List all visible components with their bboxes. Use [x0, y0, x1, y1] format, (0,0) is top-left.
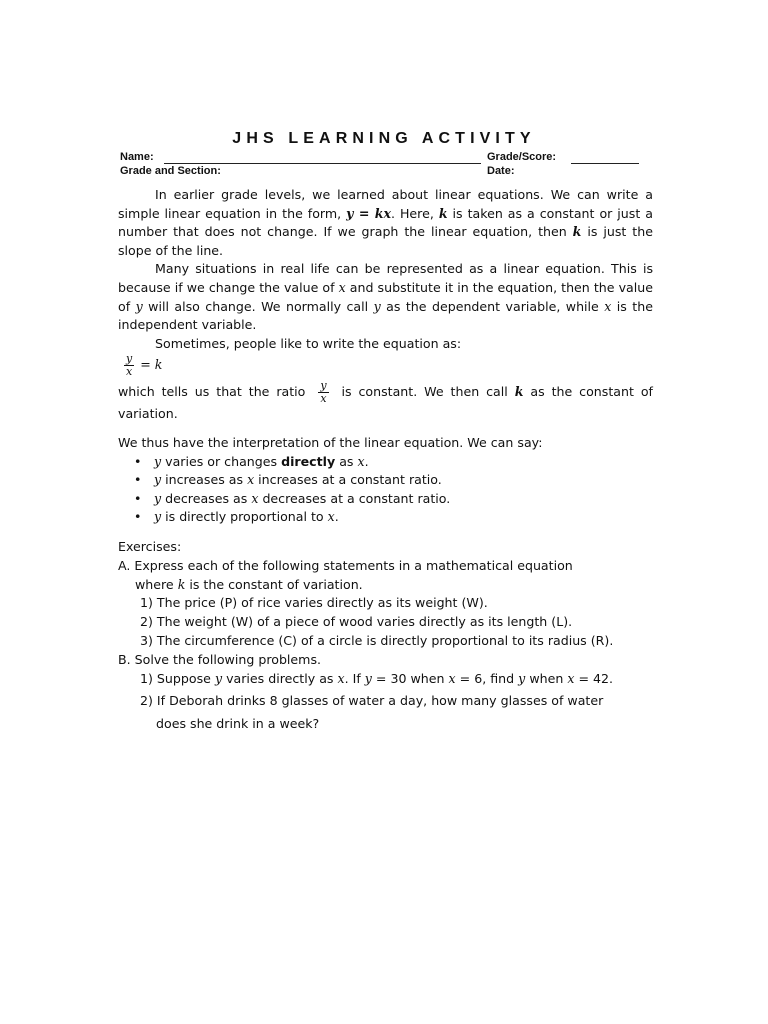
exercise-b-item-2-cont: does she drink in a week?	[156, 716, 320, 732]
grade-score-line[interactable]	[571, 163, 639, 164]
intro-paragraph-4: which tells us that the ratio $\frac{y}{x}$ is constant. We then call k as the constant of variation.	[118, 379, 653, 422]
intro-paragraph-3: Sometimes, people like to write the equation as:	[155, 335, 462, 351]
ratio-fraction: $\frac{y}{x}$	[126, 352, 133, 379]
list-item: • y is directly proportional to x.	[154, 508, 653, 527]
ratio-fraction-inline: $\frac{y}{x}$	[320, 379, 327, 406]
grade-section-label: Grade and Section:	[120, 165, 221, 177]
grade-score-label: Grade/Score:	[487, 151, 557, 163]
intro-paragraph-1: In earlier grade levels, we learned about linear equations. We can write a simple linear equation in the form, y = kx. Here, k is taken as a constant or just a number that does not change. If we graph the linear equation, then k is just the slope of the line.	[118, 187, 653, 258]
list-item: • y varies or changes directly as x.	[154, 453, 653, 472]
exercises-heading: Exercises:	[118, 539, 182, 554]
intro-paragraph-5: We thus have the interpretation of the linear equation. We can say:	[118, 434, 543, 450]
exercise-b-heading: B. Solve the following problems.	[118, 651, 322, 667]
list-item: • y increases as x increases at a constant ratio.	[154, 471, 653, 490]
exercise-a-heading: A. Express each of the following statements in a mathematical equation	[118, 557, 573, 573]
ratio-equation: $\frac{y}{x}$ = k	[126, 352, 163, 379]
list-item: • y decreases as x decreases at a constant ratio.	[154, 490, 653, 509]
page-title: JHS LEARNING ACTIVITY	[232, 130, 536, 147]
date-label: Date:	[487, 165, 515, 177]
lesson-body	[118, 186, 653, 527]
exercise-a-heading-cont: where k is the constant of variation.	[135, 576, 363, 592]
interpretation-list	[118, 453, 653, 527]
intro-paragraph-2: Many situations in real life can be represented as a linear equation. This is because if we change the value of x and substitute it in the equation, then the value of y will also change. We normally call y as the dependent variable, while x is the independent variable.	[118, 261, 653, 333]
exercise-a-item-2: 2) The weight (W) of a piece of wood varies directly as its length (L).	[140, 614, 573, 630]
exercise-a-item-3: 3) The circumference (C) of a circle is directly proportional to its radius (R).	[140, 632, 614, 648]
exercises-section	[118, 538, 678, 734]
exercise-a-item-1: 1) The price (P) of rice varies directly as its weight (W).	[140, 595, 488, 611]
exercise-b-item-1: 1) Suppose y varies directly as x. If y = 30 when x = 6, find y when x = 42.	[140, 670, 614, 686]
name-label: Name:	[120, 151, 154, 163]
name-line[interactable]	[164, 163, 481, 164]
exercise-b-item-2: 2) If Deborah drinks 8 glasses of water a day, how many glasses of water	[140, 693, 604, 709]
